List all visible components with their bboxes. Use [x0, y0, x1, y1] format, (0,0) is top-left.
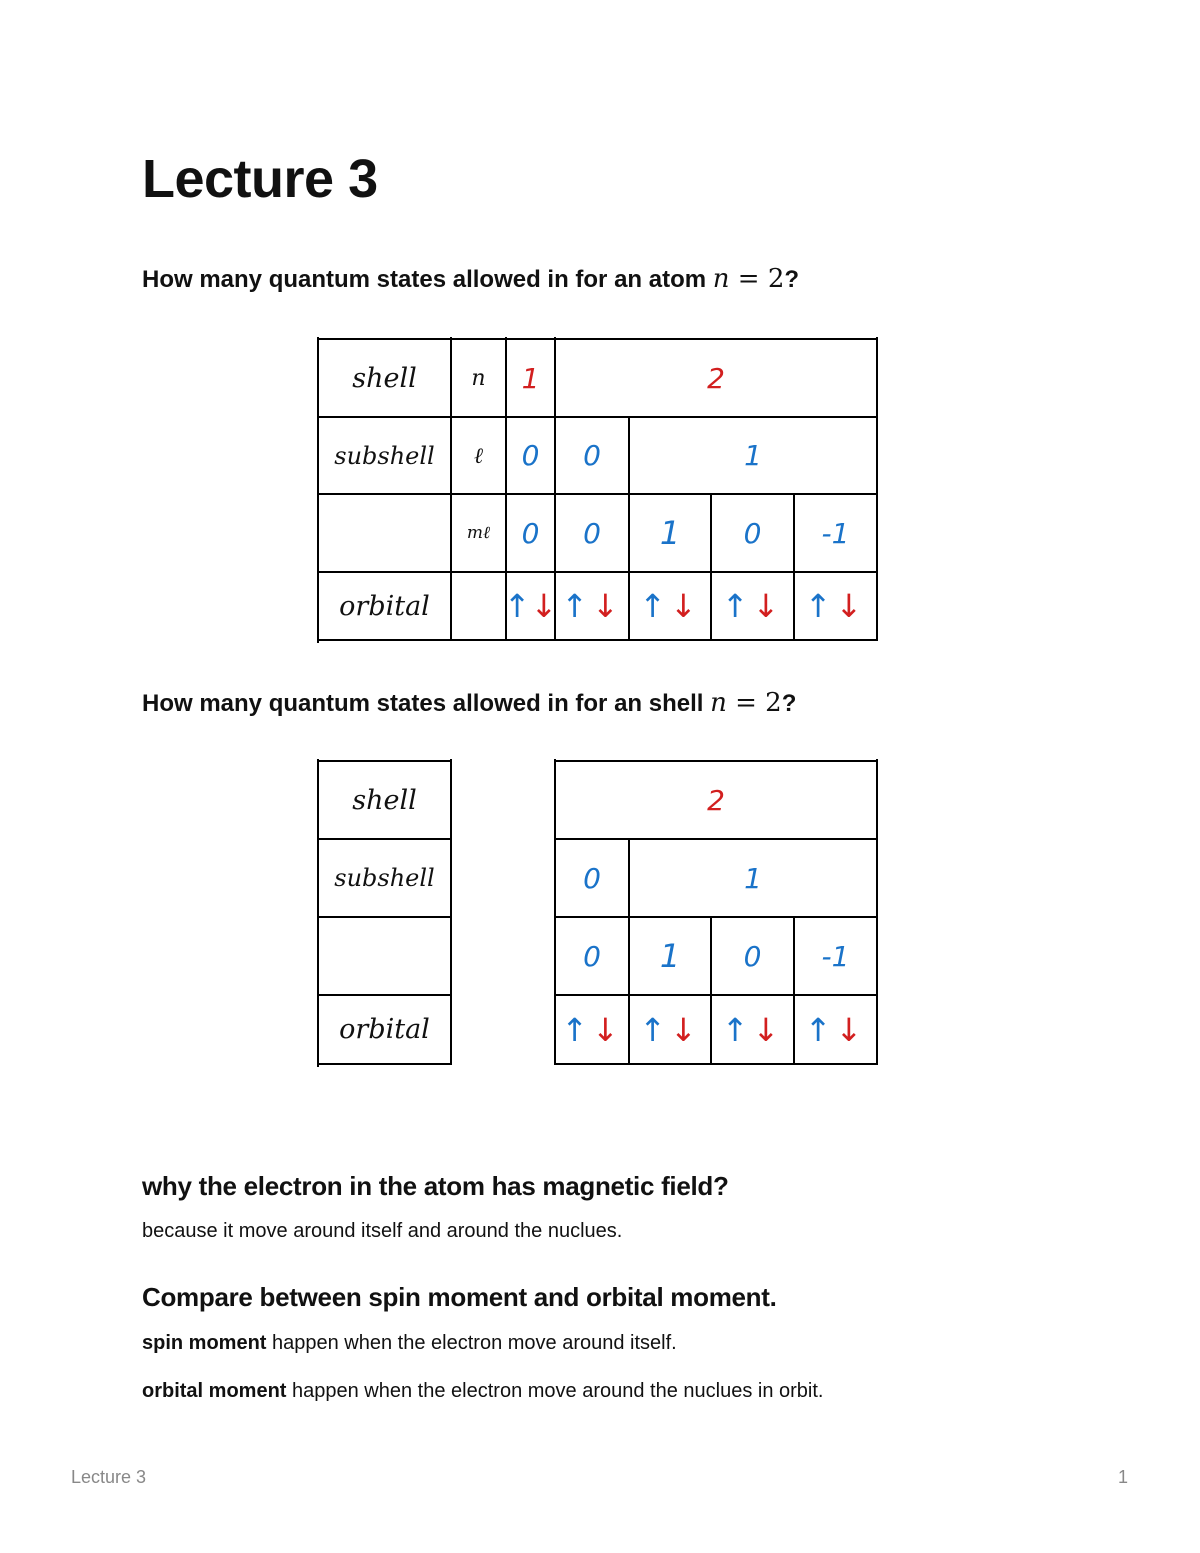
orbital-spin-pair — [629, 572, 711, 640]
term: spin moment — [142, 1332, 267, 1354]
row-label-empty — [318, 917, 451, 995]
question-text: How many quantum states allowed in for an atom — [142, 266, 713, 293]
row-label-orbital: orbital — [339, 1014, 430, 1045]
shell-value-2: 2 — [707, 361, 725, 395]
ml-value: 0 — [743, 516, 762, 550]
symbol-l: ℓ — [473, 443, 484, 469]
orbital-spin-pair — [794, 995, 877, 1064]
section-heading-magnetic-field: why the electron in the atom has magnetic field? — [142, 1171, 729, 1201]
spin-down-icon: ↓ — [670, 1010, 701, 1049]
orbital-spin-pair — [503, 572, 558, 640]
page-title: Lecture 3 — [142, 149, 378, 209]
shell-value-2: 2 — [707, 783, 725, 817]
question-atom: How many quantum states allowed in for an atom n = 2? — [142, 264, 800, 294]
ml-value: 1 — [659, 514, 681, 552]
spin-up-icon: ↑ — [639, 1010, 670, 1049]
definition-orbital-moment: orbital moment happen when the electron move around the nuclues in orbit. — [142, 1380, 824, 1402]
math-expression: n = 2 — [712, 264, 785, 294]
subshell-value: 0 — [521, 439, 540, 472]
row-label-orbital: orbital — [339, 590, 430, 622]
spin-down-icon: ↓ — [530, 587, 558, 625]
orbital-spin-pair — [555, 995, 629, 1064]
spin-up-icon: ↑ — [804, 587, 836, 625]
row-label-shell: shell — [352, 784, 417, 816]
orbital-spin-pair — [794, 572, 877, 640]
question-text: How many quantum states allowed in for an shell — [142, 690, 711, 717]
spin-down-icon: ↓ — [592, 1010, 623, 1049]
ml-value: 0 — [583, 939, 601, 973]
spin-up-icon: ↑ — [503, 587, 531, 625]
spin-down-icon: ↓ — [670, 587, 701, 625]
subshell-value: 0 — [583, 439, 601, 472]
subshell-value: 1 — [744, 439, 762, 472]
section-answer: because it move around itself and around the nuclues. — [142, 1220, 623, 1242]
spin-down-icon: ↓ — [835, 1010, 867, 1049]
spin-down-icon: ↓ — [752, 1010, 784, 1049]
symbol-n: n — [471, 365, 486, 391]
row-label-empty — [318, 494, 451, 572]
spin-down-icon: ↓ — [592, 587, 623, 625]
question-shell: How many quantum states allowed in for an shell n = 2? — [142, 688, 797, 718]
ml-value: 0 — [583, 516, 601, 550]
orbital-spin-pair — [555, 572, 629, 640]
page-number: 1 — [1118, 1467, 1129, 1487]
row-label-subshell: subshell — [334, 864, 435, 892]
shell-value-1: 1 — [521, 361, 540, 395]
subshell-value: 0 — [583, 861, 601, 895]
symbol-ml: mℓ — [466, 523, 491, 543]
row-label-shell: shell — [352, 362, 417, 394]
ml-value: 0 — [743, 939, 762, 973]
row-label-subshell: subshell — [334, 441, 435, 470]
definition-spin-moment: spin moment happen when the electron move around itself. — [142, 1332, 677, 1354]
orbital-spin-pair — [711, 995, 794, 1064]
spin-up-icon: ↑ — [721, 587, 753, 625]
ml-value: -1 — [821, 516, 850, 550]
footer-title: Lecture 3 — [71, 1467, 147, 1487]
term: orbital moment — [142, 1380, 287, 1402]
section-heading-compare: Compare between spin moment and orbital moment. — [142, 1282, 777, 1312]
orbital-spin-pair — [629, 995, 711, 1064]
spin-up-icon: ↑ — [639, 587, 670, 625]
spin-up-icon: ↑ — [561, 587, 592, 625]
spin-down-icon: ↓ — [835, 587, 867, 625]
spin-up-icon: ↑ — [804, 1010, 836, 1049]
spin-up-icon: ↑ — [561, 1010, 592, 1049]
ml-value: -1 — [821, 939, 850, 973]
orbital-spin-pair — [711, 572, 794, 640]
math-expression: n = 2 — [710, 688, 782, 718]
ml-value: 0 — [521, 516, 540, 550]
spin-up-icon: ↑ — [721, 1010, 753, 1049]
subshell-value: 1 — [744, 861, 762, 895]
ml-value: 1 — [659, 937, 681, 975]
spin-down-icon: ↓ — [752, 587, 784, 625]
